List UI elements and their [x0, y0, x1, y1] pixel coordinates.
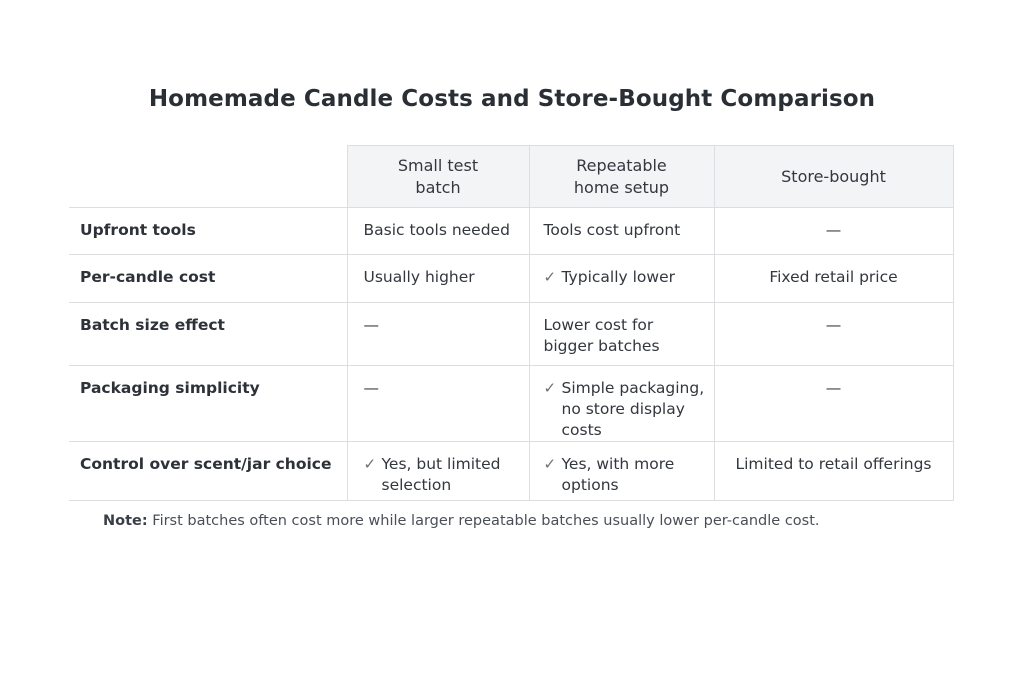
table-cell: Fixed retail price: [714, 255, 953, 303]
table-cell: —: [347, 366, 529, 442]
table-row: [69, 255, 953, 303]
row-label: Per-candle cost: [69, 255, 347, 303]
table-cell: Limited to retail offerings: [714, 442, 953, 501]
footnote: [103, 513, 820, 529]
table-cell: —: [714, 208, 953, 255]
check-icon: ✓: [543, 455, 557, 473]
table-cell: ✓ Simple packaging, no store display costs: [529, 366, 714, 442]
table-cell: ✓ Typically lower: [529, 255, 714, 303]
check-icon: ✓: [543, 379, 557, 397]
table-row: [69, 208, 953, 255]
table-cell: —: [347, 303, 529, 366]
note-label: Note:: [103, 513, 148, 529]
row-label: Upfront tools: [69, 208, 347, 255]
header-small-test-batch: Small test batch: [347, 146, 529, 208]
header-repeatable-home-setup: Repeatable home setup: [529, 146, 714, 208]
header-store-bought: Store-bought: [714, 146, 953, 208]
page-title: Homemade Candle Costs and Store-Bought Comparison: [148, 86, 876, 112]
table-row: [69, 303, 953, 366]
check-icon: ✓: [363, 455, 377, 473]
row-label: Batch size effect: [69, 303, 347, 366]
table-row: [69, 442, 953, 501]
table-row: [69, 366, 953, 442]
row-label: Packaging simplicity: [69, 366, 347, 442]
check-icon: ✓: [543, 268, 557, 286]
note-text: First batches often cost more while larger repeatable batches usually lower per-candle cost.: [152, 513, 820, 529]
table-cell: Tools cost upfront: [529, 208, 714, 255]
table-cell: ✓ Yes, with more options: [529, 442, 714, 501]
comparison-table: [69, 145, 954, 501]
row-label: Control over scent/jar choice: [69, 442, 347, 501]
table-cell: —: [714, 303, 953, 366]
table-cell: —: [714, 366, 953, 442]
table-header-row: [69, 146, 953, 208]
table-cell: Usually higher: [347, 255, 529, 303]
header-corner: [69, 146, 347, 208]
table-cell: Basic tools needed: [347, 208, 529, 255]
table-cell: ✓ Yes, but limited selection: [347, 442, 529, 501]
table-cell: Lower cost for bigger batches: [529, 303, 714, 366]
